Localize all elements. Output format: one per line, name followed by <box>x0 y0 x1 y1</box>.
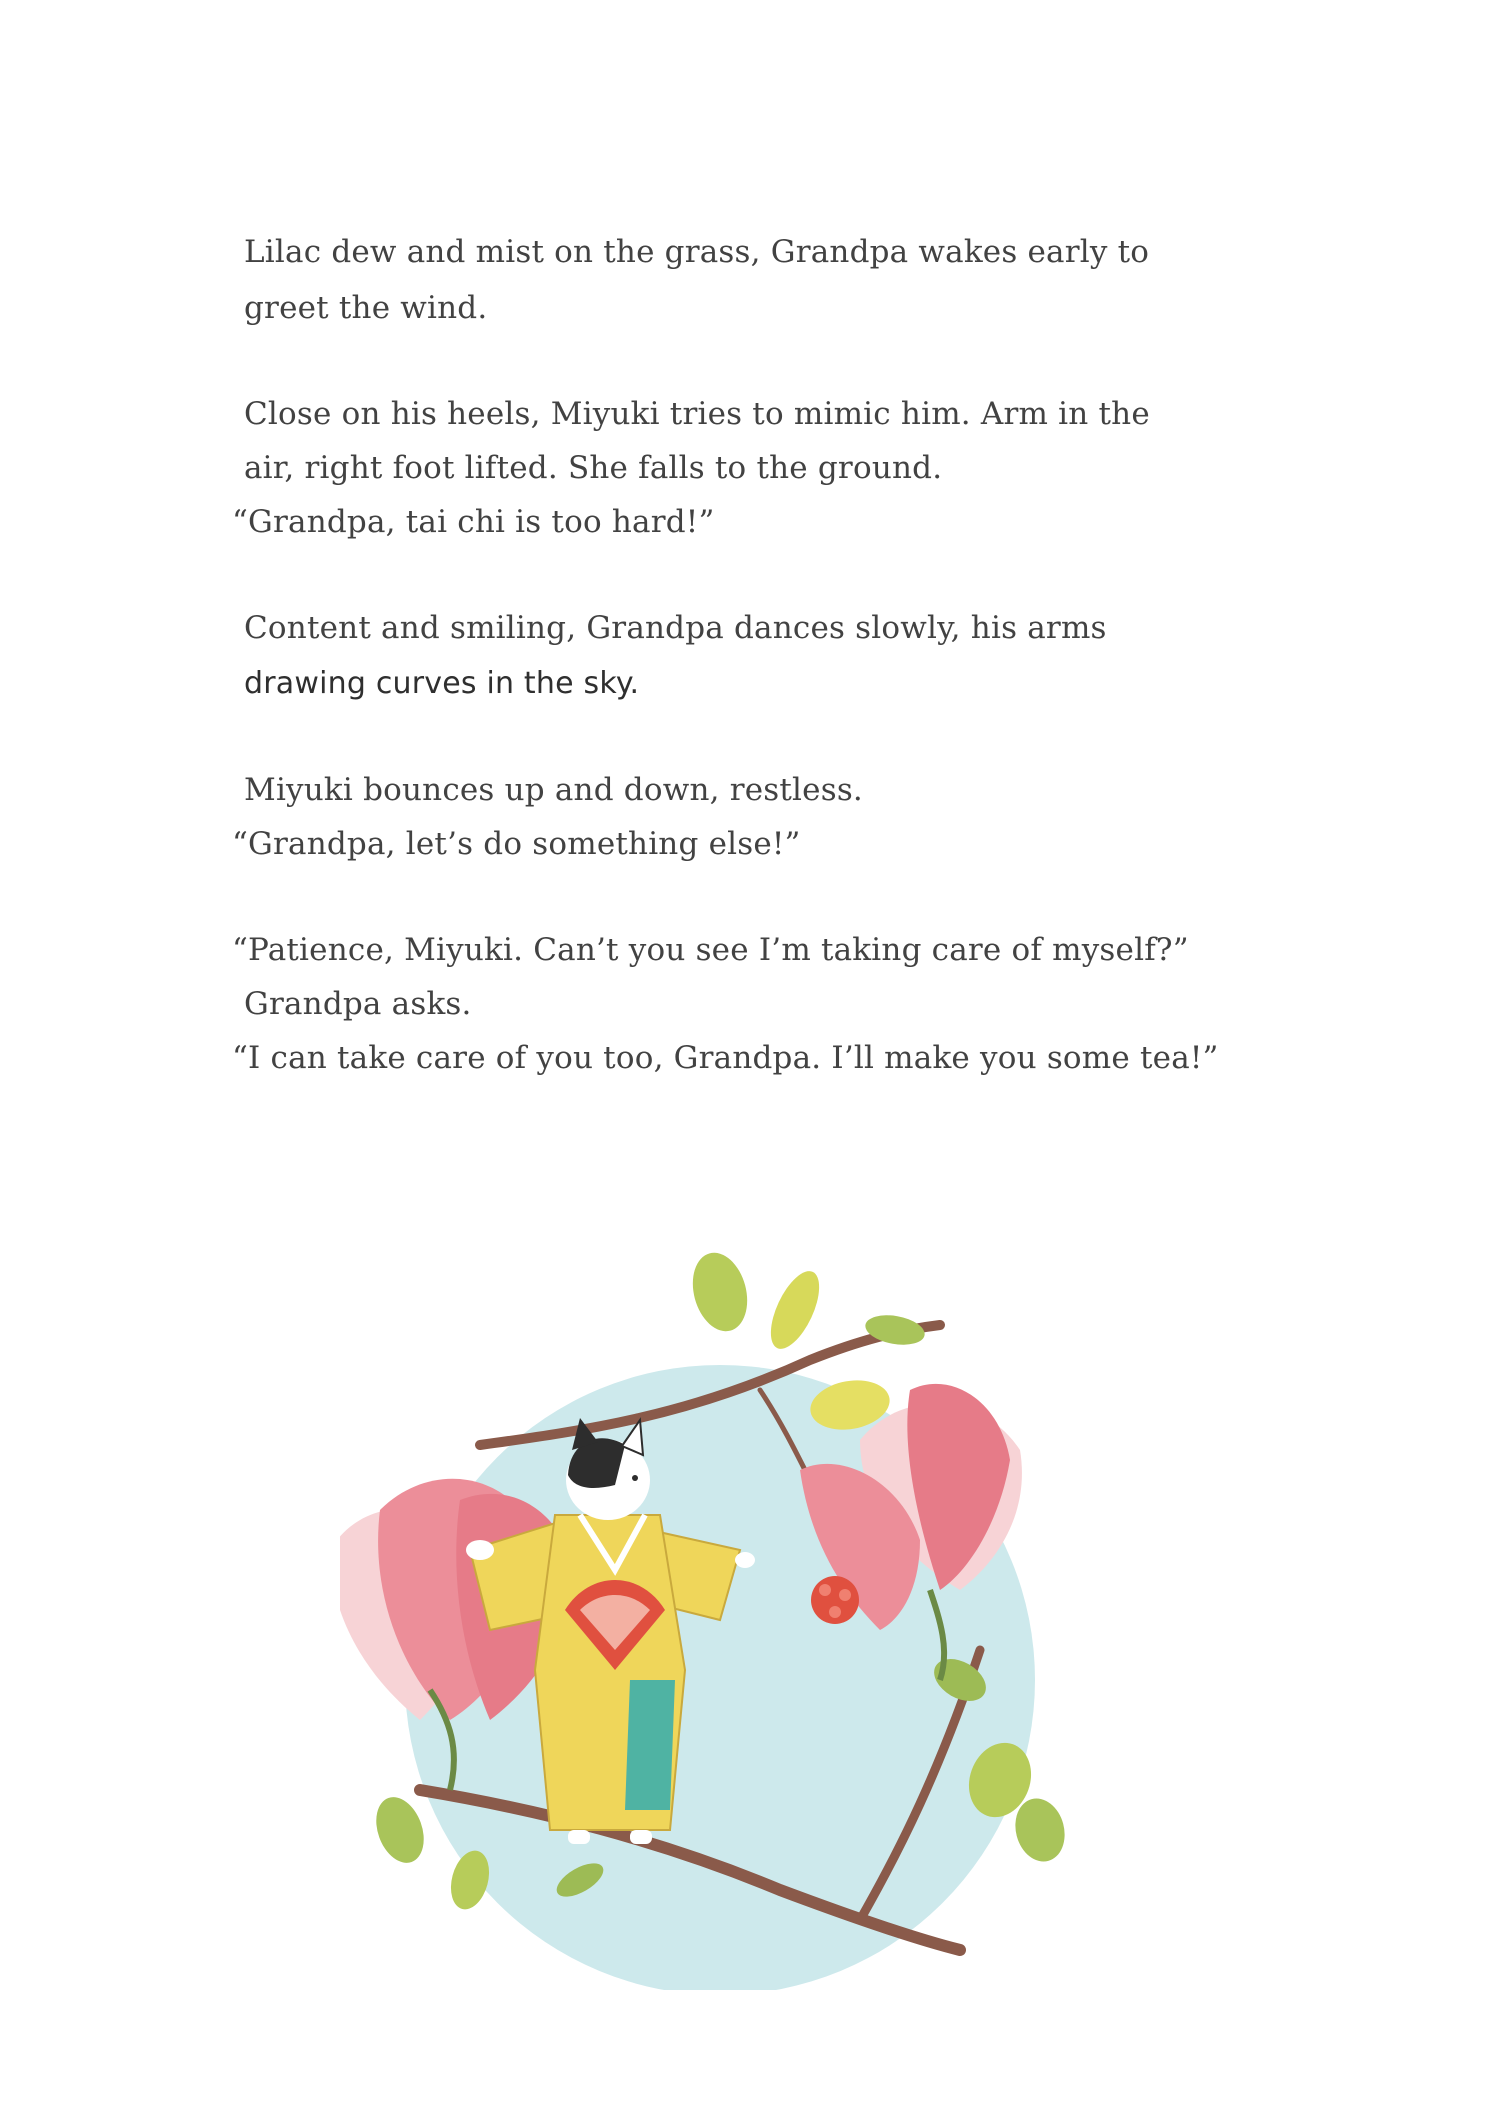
story-line: drawing curves in the sky. <box>244 666 640 701</box>
story-line: Close on his heels, Miyuki tries to mimic him. Arm in the <box>244 396 1150 432</box>
story-line: air, right foot lifted. She falls to the ground. <box>244 450 943 486</box>
leaf <box>761 1264 829 1355</box>
story-line: greet the wind. <box>244 290 488 326</box>
illustration-svg <box>340 1250 1120 1990</box>
leaf <box>368 1791 433 1870</box>
dialogue-line: “Grandpa, let’s do something else!” <box>232 826 801 862</box>
story-line: Grandpa asks. <box>244 986 472 1022</box>
story-line: Miyuki bounces up and down, restless. <box>244 772 863 808</box>
illustration-cat-on-magnolia <box>340 1250 1120 1990</box>
red-bud <box>811 1576 859 1624</box>
dialogue-line: “Patience, Miyuki. Can’t you see I’m taking care of myself?” <box>232 932 1189 968</box>
story-line: Content and smiling, Grandpa dances slowly, his arms <box>244 610 1107 646</box>
dialogue-line: “I can take care of you too, Grandpa. I’ll make you some tea!” <box>232 1040 1219 1076</box>
story-line: Lilac dew and mist on the grass, Grandpa wakes early to <box>244 234 1150 270</box>
leaf <box>685 1250 756 1337</box>
dialogue-line: “Grandpa, tai chi is too hard!” <box>232 504 715 540</box>
